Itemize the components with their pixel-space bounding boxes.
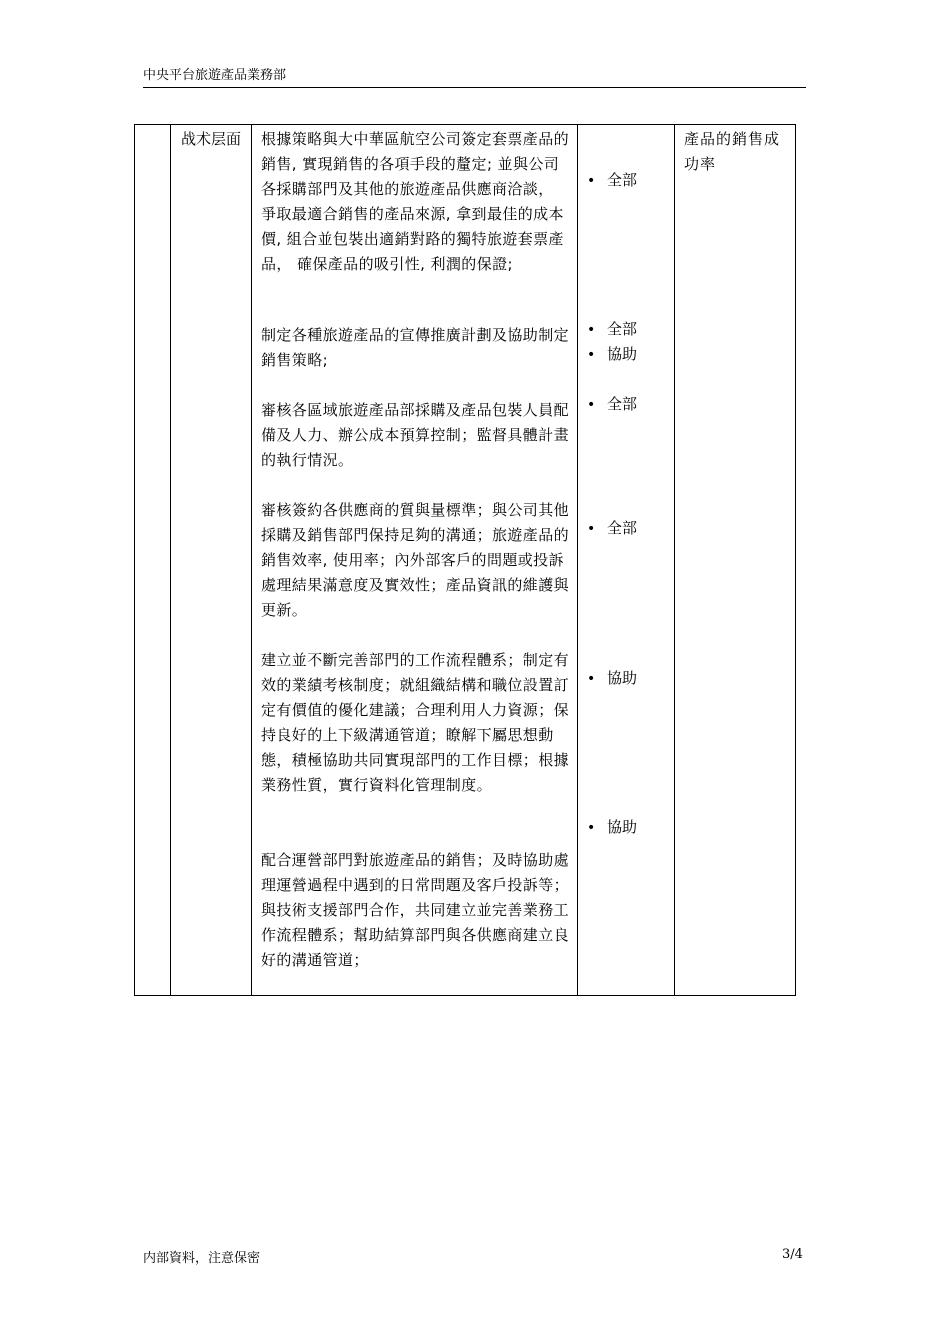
responsibility-item: • 全部: [587, 516, 637, 542]
responsibility-item: • 協助: [587, 815, 637, 841]
page-number: 3/4: [782, 1247, 803, 1262]
responsibility-item: • 全部: [587, 317, 637, 343]
bullet-icon: •: [587, 671, 596, 687]
confidential-note: 内部資料，注意保密: [143, 1251, 261, 1266]
responsibility-item: • 全部: [587, 392, 637, 418]
duty-paragraph: 配合運營部門對旅遊產品的銷售；及時協助處理運營過程中遇到的日常問題及客戶投訴等；與技術支援部門合作，共同建立並完善業務工作流程體系；幫助結算部門與各供應商建立良好的溝通管道；: [261, 851, 570, 969]
duty-paragraph: 審核簽約各供應商的質與量標準；與公司其他採購及銷售部門保持足夠的溝通；旅遊產品的銷售效率, 使用率；內外部客戶的問題或投訴處理結果滿意度及實效性；產品資訊的維護與更新。: [261, 501, 570, 619]
bullet-icon: •: [587, 173, 596, 189]
column-divider: [674, 125, 675, 995]
kpi-cell: 產品的銷售成功率: [684, 130, 781, 173]
duty-paragraph: 建立並不斷完善部門的工作流程體系；制定有效的業績考核制度；就組織結構和職位設置訂定有價值的優化建議；合理利用人力資源；保持良好的上下級溝通管道；瞭解下屬思想動態，積極協助共同實現部門的工作目標；根據業務性質，實行資料化管理制度。: [261, 651, 570, 794]
responsibility-item: • 協助: [587, 666, 637, 692]
duty-table: [134, 124, 796, 996]
bullet-icon: •: [587, 322, 596, 338]
responsibility-item: • 協助: [587, 342, 637, 368]
level-cell: 战术层面: [181, 130, 242, 148]
page-header: 中央平台旅遊產品業務部: [143, 64, 806, 88]
column-divider: [577, 125, 578, 995]
bullet-icon: •: [587, 397, 596, 413]
duty-paragraph: 根據策略與大中華區航空公司簽定套票產品的銷售, 實現銷售的各項手段的釐定; 並與公司各採購部門及其他的旅遊產品供應商洽談， 爭取最適合銷售的產品來源, 拿到最佳的成本價, 組合並包裝出適銷對路的獨特旅遊套票產品， 確保產品的吸引性, 利潤的保證;: [261, 130, 570, 273]
duty-paragraph: 審核各區域旅遊產品部採購及產品包裝人員配備及人力、辦公成本預算控制；監督具體計畫的執行情況。: [261, 401, 570, 469]
column-divider: [251, 125, 252, 995]
bullet-icon: •: [587, 347, 596, 363]
responsibility-item: • 全部: [587, 168, 637, 194]
bullet-icon: •: [587, 820, 596, 836]
bullet-icon: •: [587, 521, 596, 537]
duty-paragraph: 制定各種旅遊產品的宣傳推廣計劃及協助制定銷售策略;: [261, 326, 570, 369]
column-divider: [170, 125, 171, 995]
